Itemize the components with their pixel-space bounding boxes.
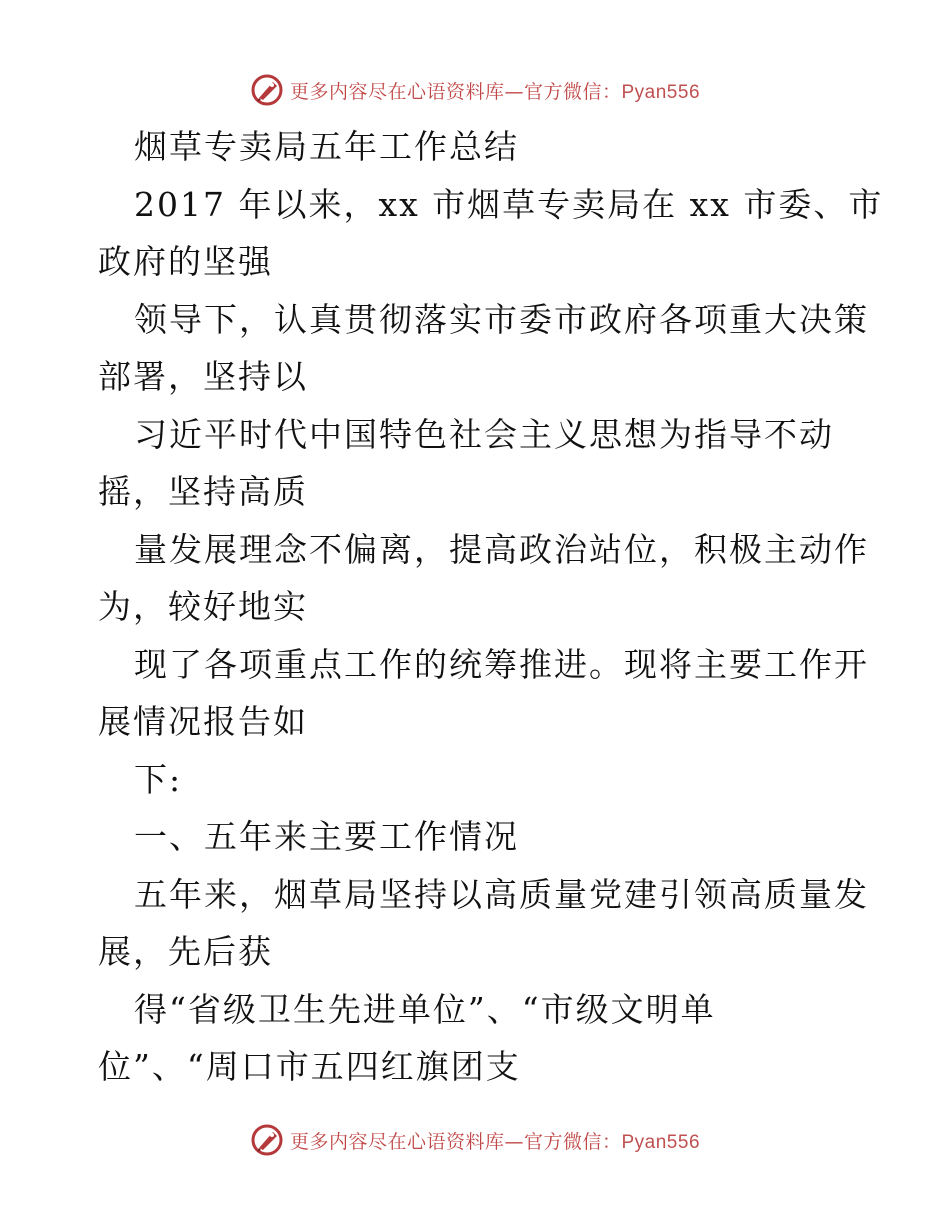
document-title: 烟草专卖局五年工作总结 [134, 127, 519, 166]
pen-logo-icon [250, 73, 284, 107]
text-line: 五年来，烟草局坚持以高质量党建引领高质量发 [134, 874, 869, 914]
text-line: 下: [134, 759, 183, 799]
text-line: 展情况报告如 [98, 702, 308, 741]
text-line: 量发展理念不偏离，提高政治站位，积极主动作 [134, 529, 869, 569]
text-line: 一、五年来主要工作情况 [134, 817, 519, 856]
text-line: 得“省级卫生先进单位”、“市级文明单 [134, 989, 716, 1029]
text-line: 位”、“周口市五四红旗团支 [98, 1047, 521, 1086]
watermark-text: 更多内容尽在心语资料库—官方微信：Pyan556 [289, 80, 701, 103]
document-body [98, 118, 884, 1096]
text-line: 领导下，认真贯彻落实市委市政府各项重大决策 [134, 299, 869, 339]
text-line: 展，先后获 [98, 932, 273, 971]
watermark-text: 更多内容尽在心语资料库—官方微信：Pyan556 [289, 1130, 701, 1153]
text-line: 部署，坚持以 [98, 357, 308, 396]
pen-logo-icon [250, 1123, 284, 1157]
text-line: 习近平时代中国特色社会主义思想为指导不动 [134, 414, 834, 454]
text-line: 为，较好地实 [98, 587, 308, 626]
text-line: 2017 年以来，xx 市烟草专卖局在 xx 市委、市 [134, 184, 884, 224]
header-watermark [0, 70, 950, 110]
text-line: 摇，坚持高质 [98, 472, 308, 511]
text-line: 政府的坚强 [98, 242, 273, 281]
footer-watermark [0, 1120, 950, 1160]
text-line: 现了各项重点工作的统筹推进。现将主要工作开 [134, 644, 869, 684]
